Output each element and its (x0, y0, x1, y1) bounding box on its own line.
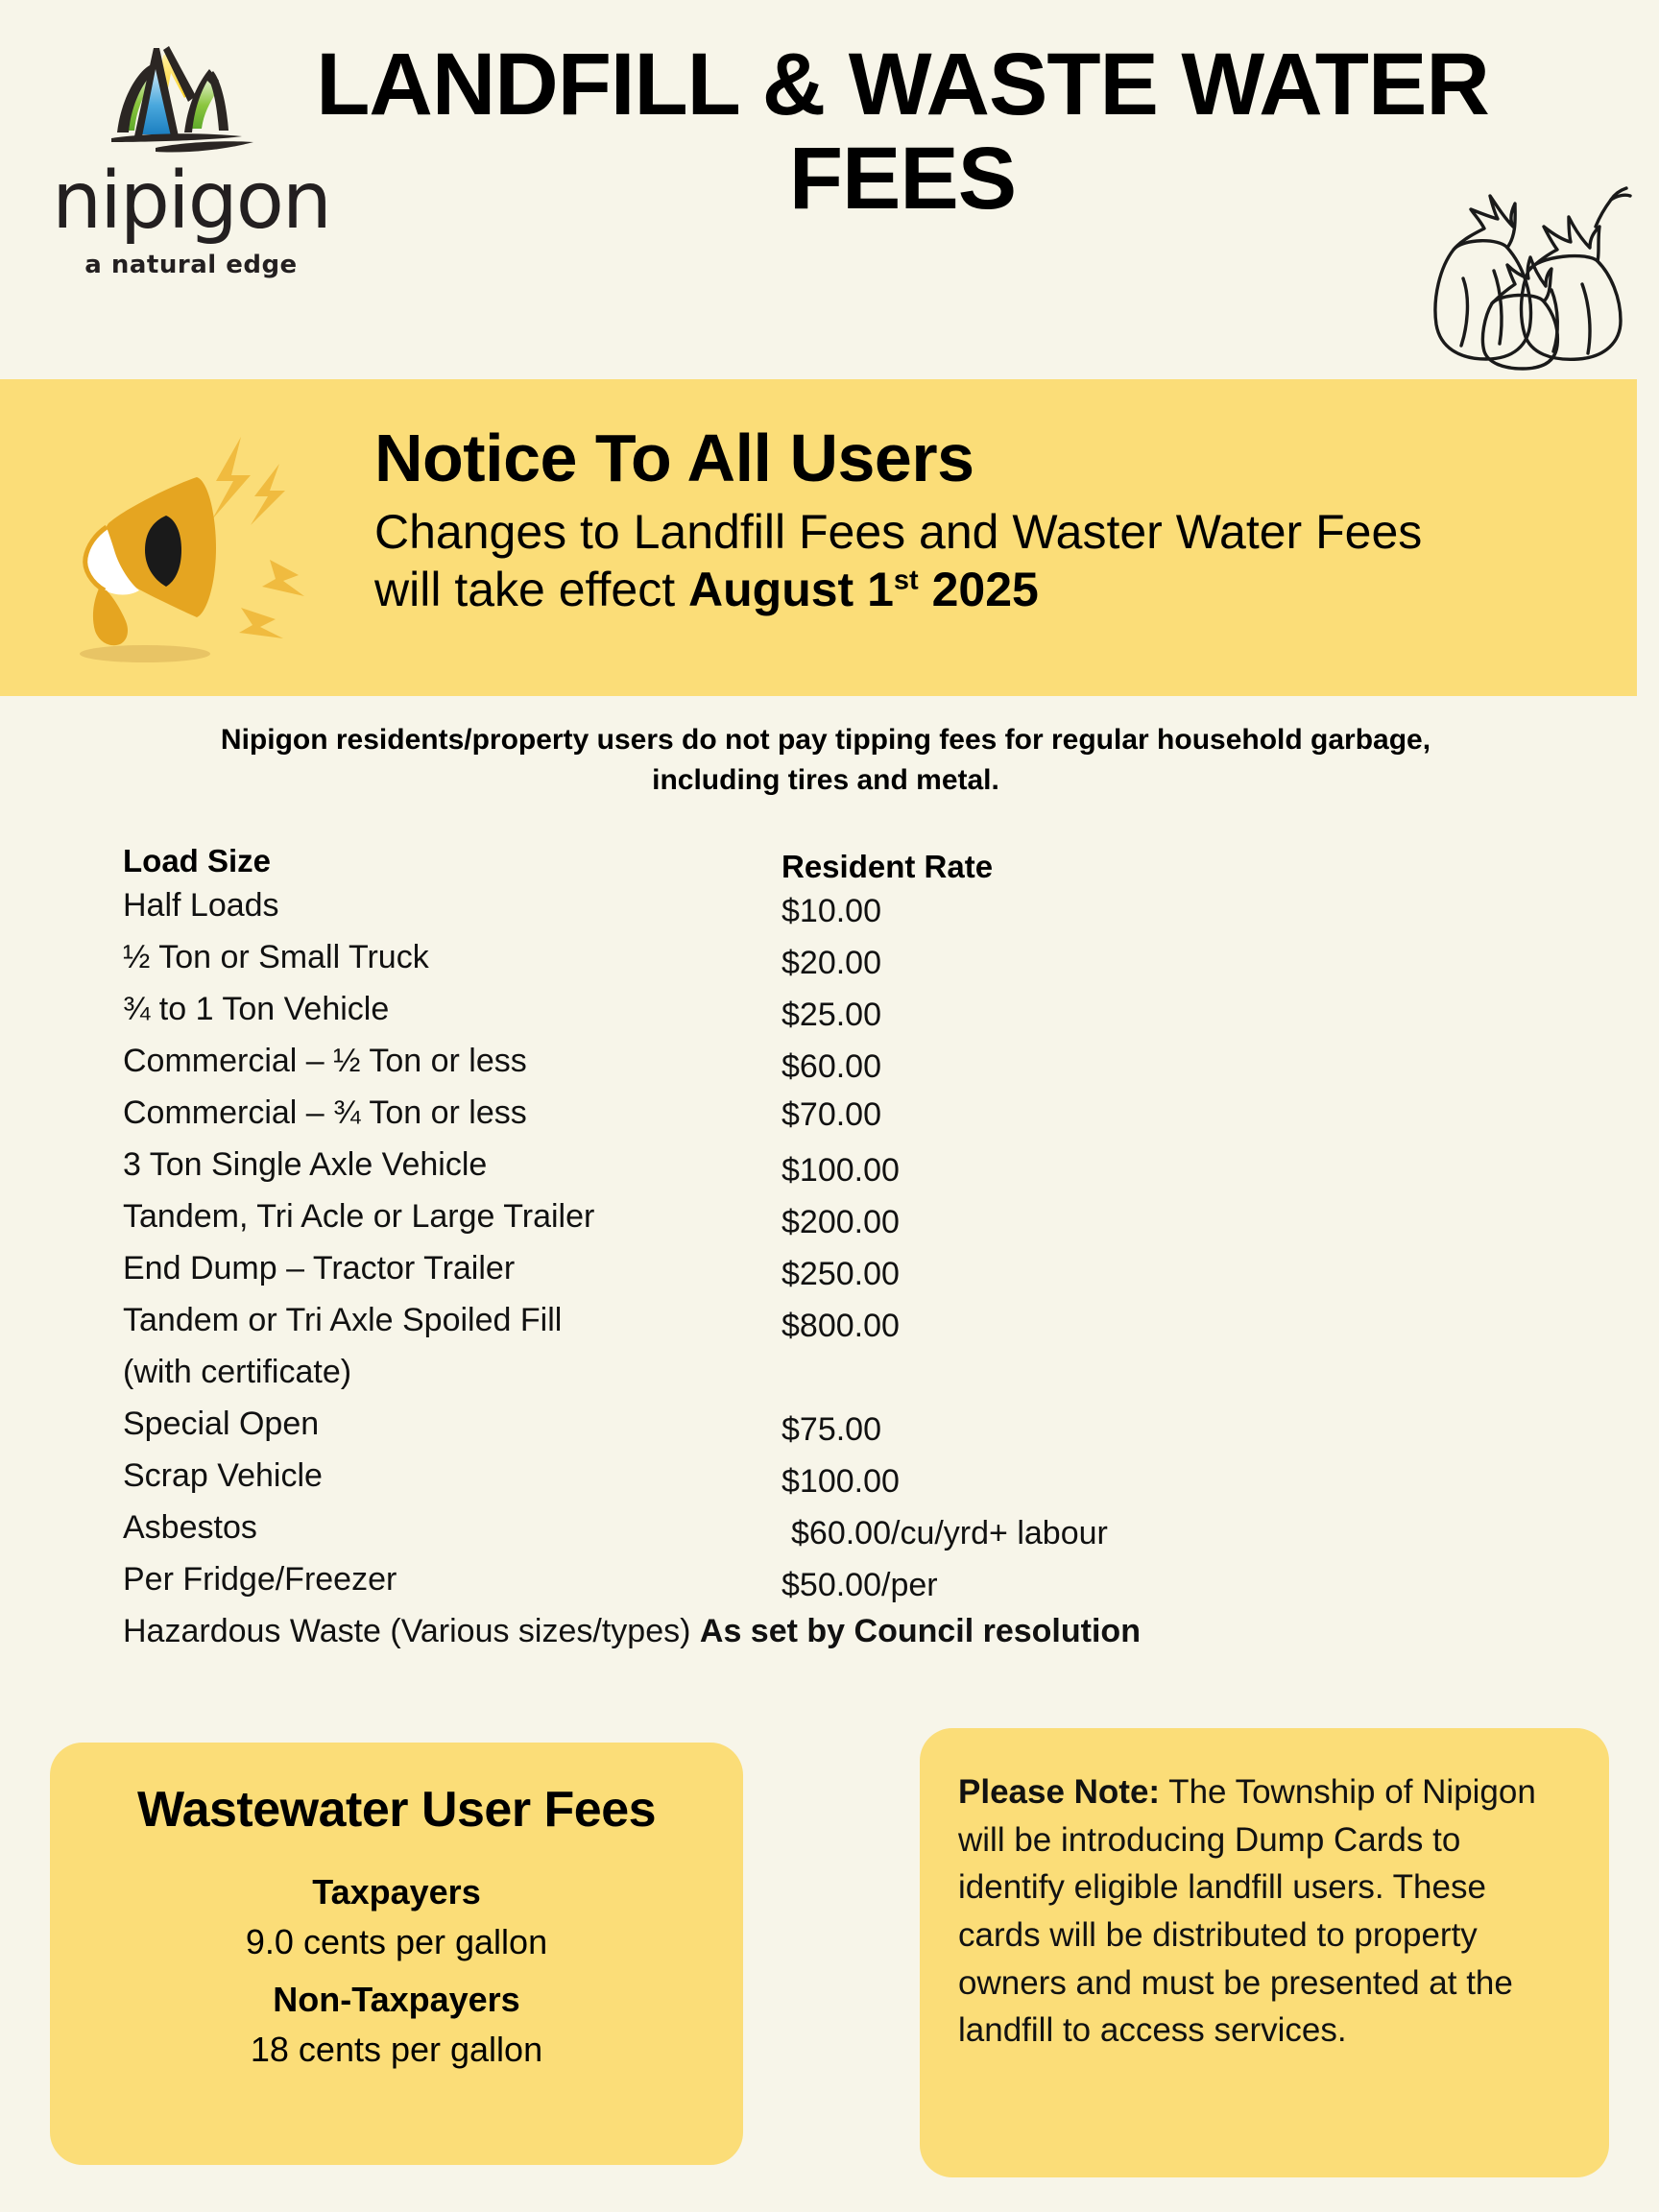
table-row (123, 1200, 1525, 1252)
notice-text-block (374, 422, 1603, 618)
fee-value: $70.00 (781, 1096, 881, 1133)
notice-subtitle (374, 503, 1603, 618)
notice-banner (0, 379, 1637, 696)
table-row (123, 1356, 1525, 1407)
fee-value: $10.00 (781, 893, 881, 929)
megaphone-icon (53, 408, 307, 667)
fee-label: ¾ to 1 Ton Vehicle (123, 991, 390, 1027)
non-taxpayers-label: Non-Taxpayers (273, 1980, 520, 2020)
fee-label: (with certificate) (123, 1354, 352, 1390)
column-header-load-size: Load Size (123, 843, 272, 878)
fee-value-hazardous: As set by Council resolution (699, 1613, 1141, 1649)
please-note-body: The Township of Nipigon will be introducing Dump Cards to identify eligible landfill users. These cards will be distributed to property owners and must be presented at the landfill to access services. (958, 1773, 1536, 2050)
intro-line-2: including tires and metal. (652, 764, 999, 796)
fee-table-header (123, 843, 1525, 889)
fee-label: Commercial – ¾ Ton or less (123, 1094, 527, 1131)
taxpayers-rate: 9.0 cents per gallon (245, 1922, 548, 1962)
fee-label: Half Loads (123, 887, 279, 924)
fee-label: Asbestos (123, 1509, 257, 1546)
non-taxpayers-rate: 18 cents per gallon (250, 2030, 543, 2070)
table-row (123, 1459, 1525, 1511)
please-note-card (920, 1728, 1609, 2177)
fee-value: $100.00 (781, 1463, 900, 1500)
fee-label: Commercial – ½ Ton or less (123, 1043, 527, 1079)
fee-value: $100.00 (781, 1152, 900, 1189)
table-row (123, 1096, 1525, 1148)
poster-header (0, 0, 1659, 379)
fee-label-hazardous: Hazardous Waste (Various sizes/types) As set by Council resolution (123, 1613, 1141, 1649)
fee-label: Tandem, Tri Acle or Large Trailer (123, 1198, 595, 1235)
table-row (123, 1252, 1525, 1304)
table-row (123, 941, 1525, 993)
table-row (123, 1563, 1525, 1615)
logo-tagline: a natural edge (84, 251, 298, 280)
fee-value: $60.00/cu/yrd+ labour (791, 1515, 1108, 1551)
fee-value: $50.00/per (781, 1567, 938, 1603)
table-row (123, 1407, 1525, 1459)
taxpayers-label: Taxpayers (312, 1872, 481, 1912)
fee-value: $75.00 (781, 1411, 881, 1448)
table-row (123, 1148, 1525, 1200)
intro-paragraph (106, 720, 1546, 801)
table-row (123, 1511, 1525, 1563)
logo-wordmark: nipigon (52, 156, 330, 247)
fee-label: Tandem or Tri Axle Spoiled Fill (123, 1302, 563, 1338)
fee-label: Per Fridge/Freezer (123, 1561, 397, 1598)
table-row (123, 993, 1525, 1045)
fee-value: $250.00 (781, 1256, 900, 1292)
notice-line-1: Changes to Landfill Fees and Waster Water Fees (374, 504, 1423, 559)
page-title: LANDFILL & WASTE WATER FEES (316, 36, 1489, 228)
garbage-bags-illustration (1340, 144, 1647, 374)
fee-label: Scrap Vehicle (123, 1457, 323, 1494)
fee-label: 3 Ton Single Axle Vehicle (123, 1146, 488, 1183)
wastewater-title: Wastewater User Fees (136, 1782, 657, 1838)
fee-value: $20.00 (781, 945, 881, 981)
fee-value: $25.00 (781, 997, 881, 1033)
fee-label: Special Open (123, 1406, 320, 1442)
intro-line-1: Nipigon residents/property users do not pay tipping fees for regular household garbage, (220, 724, 1431, 756)
fee-table (123, 843, 1525, 1667)
table-row (123, 1304, 1525, 1356)
table-row (123, 1045, 1525, 1096)
ordinal-suffix: st (893, 564, 919, 595)
notice-effective-date: August 1st 2025 (688, 562, 1039, 616)
nipigon-mountains-logo (100, 27, 282, 171)
table-row (123, 889, 1525, 941)
fee-value: $60.00 (781, 1048, 881, 1085)
wastewater-fees-card (50, 1743, 743, 2165)
table-row-hazardous (123, 1615, 1525, 1667)
fee-label: ½ Ton or Small Truck (123, 939, 429, 975)
fee-value: $200.00 (781, 1204, 900, 1240)
column-header-resident-rate: Resident Rate (781, 849, 994, 884)
please-note-paragraph (958, 1768, 1571, 2055)
please-note-heading: Please Note: (958, 1773, 1161, 1811)
fee-value: $800.00 (781, 1308, 900, 1344)
fee-label: End Dump – Tractor Trailer (123, 1250, 516, 1286)
notice-line-2-prefix: will take effect (374, 562, 689, 616)
notice-title: Notice To All Users (374, 421, 974, 495)
